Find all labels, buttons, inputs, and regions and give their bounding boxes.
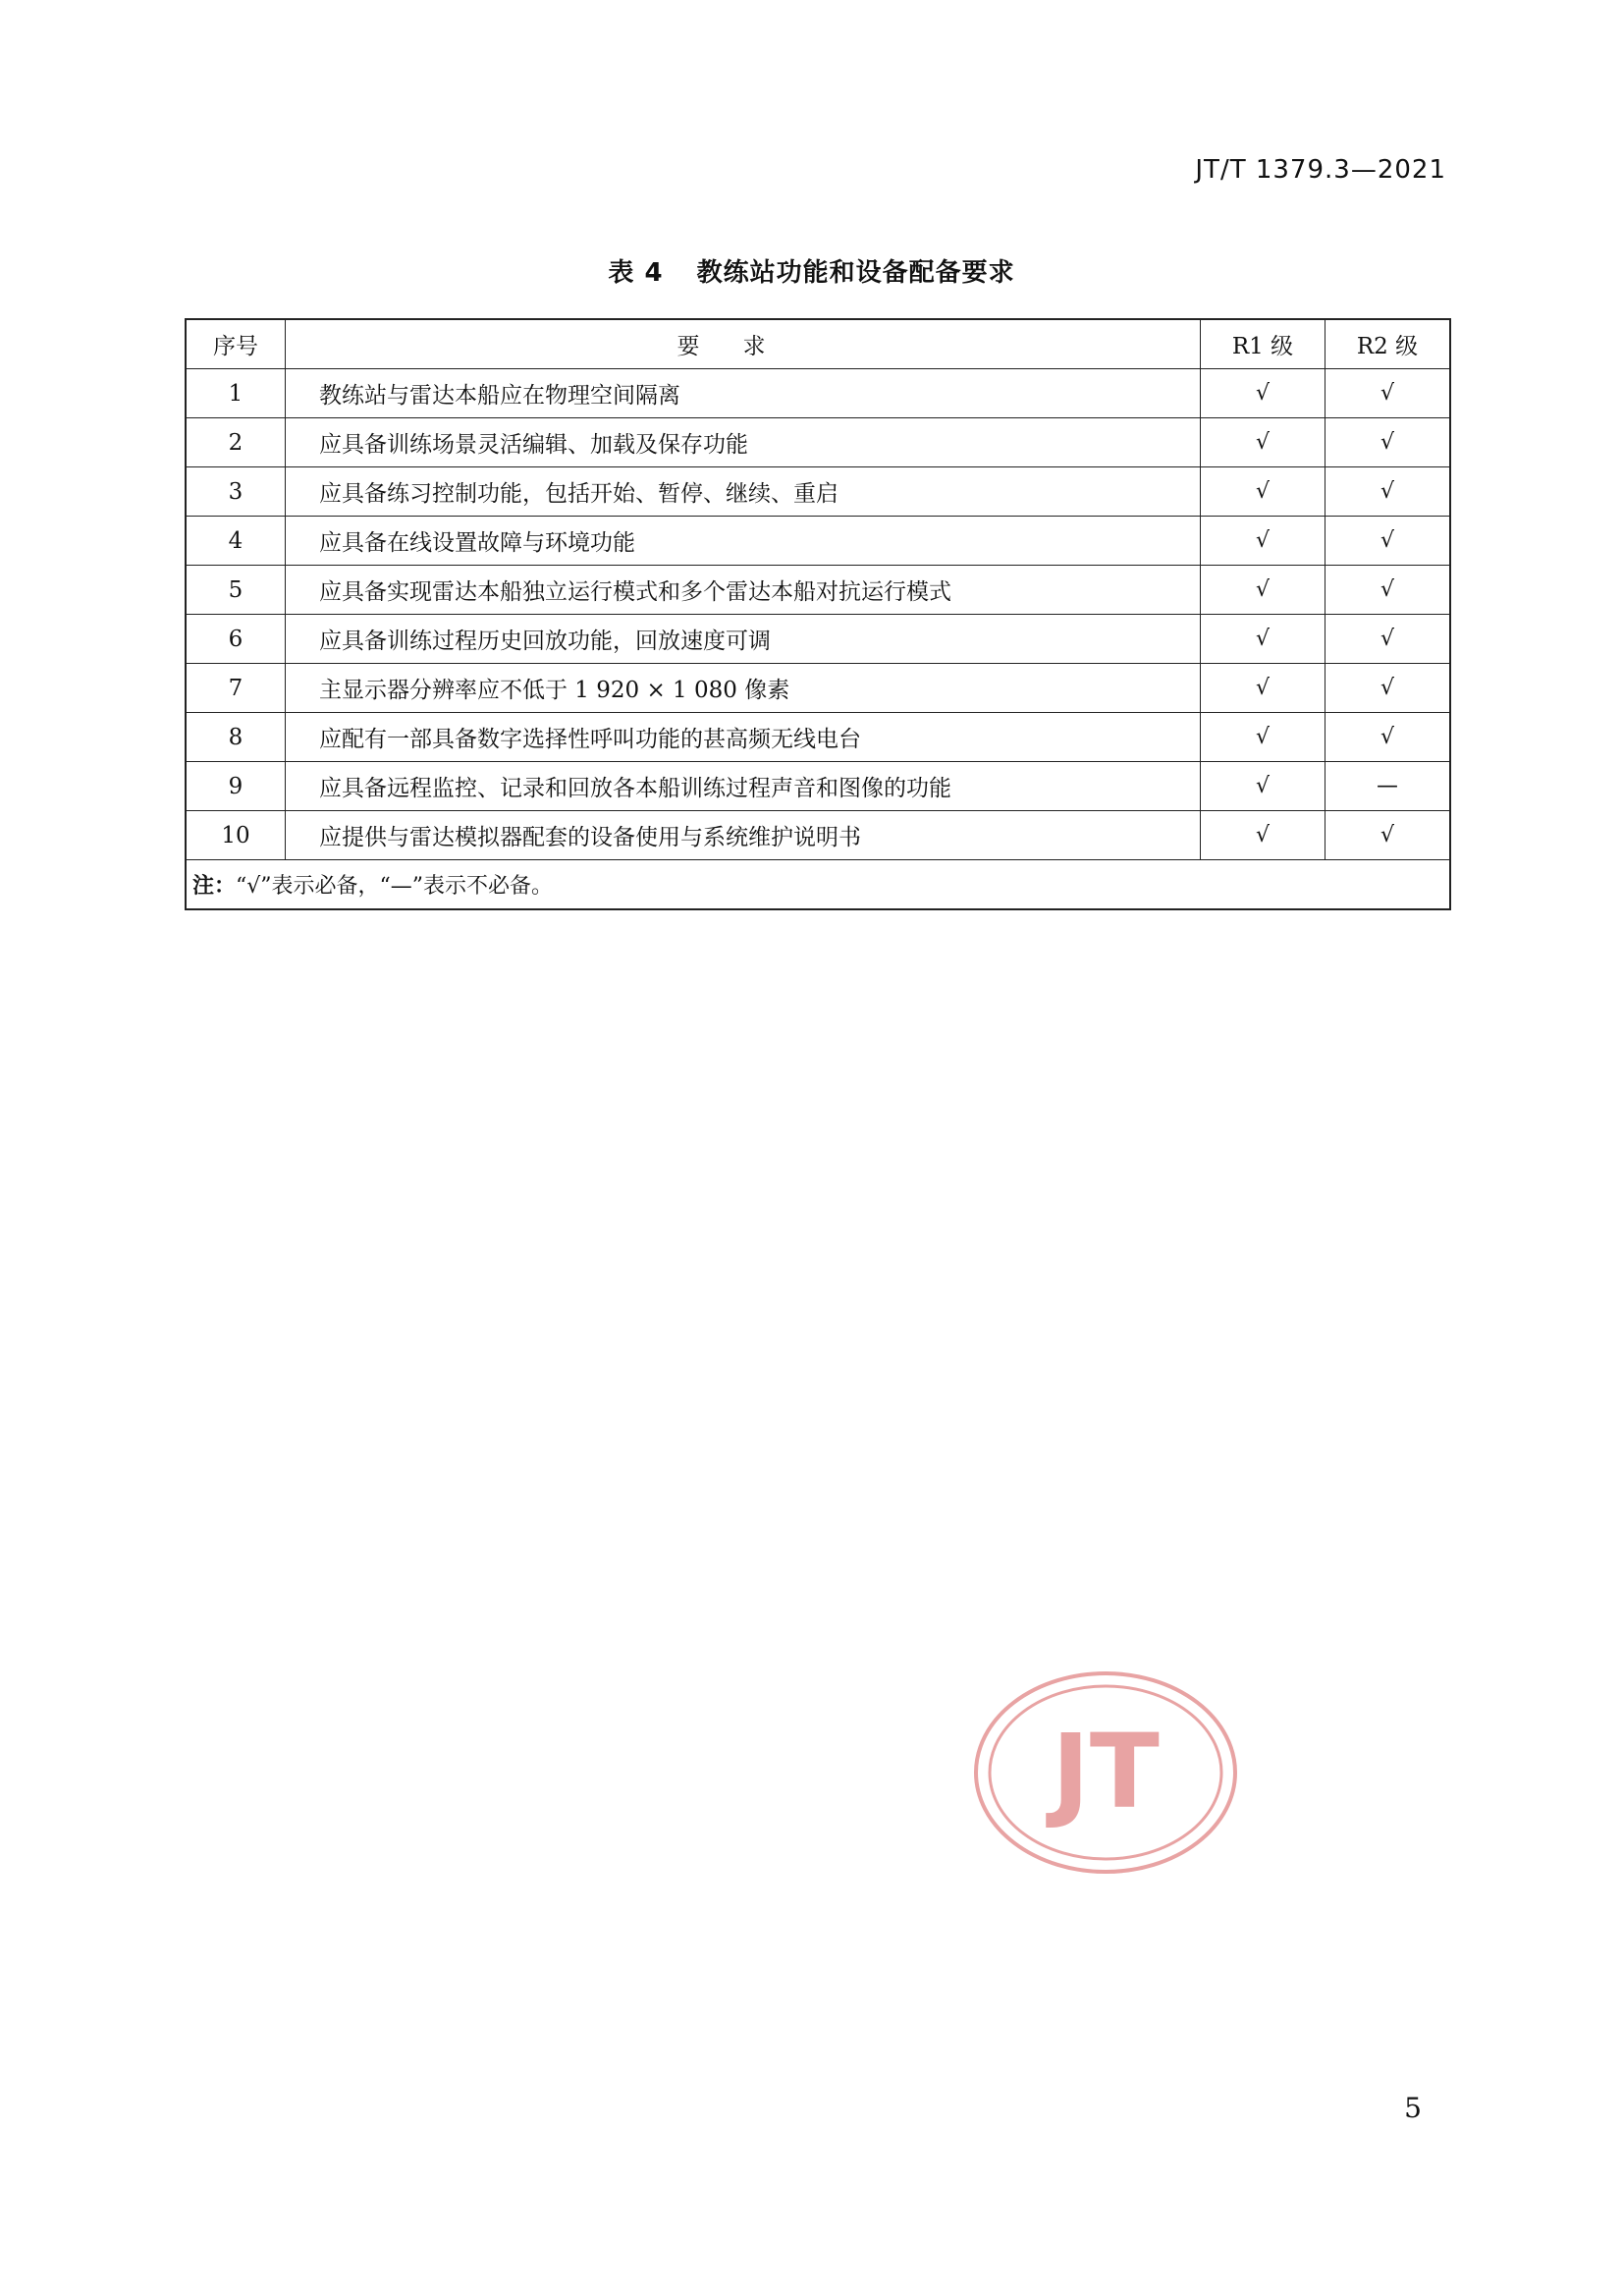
row-seq: 1 [186, 369, 286, 418]
row-r1-mark: √ [1201, 467, 1325, 517]
row-r2-mark: √ [1325, 713, 1451, 762]
requirements-table [185, 318, 1451, 910]
row-r2-mark: √ [1325, 664, 1451, 713]
row-requirement: 应提供与雷达模拟器配套的设备使用与系统维护说明书 [286, 811, 1201, 860]
row-r2-mark: √ [1325, 418, 1451, 467]
row-requirement: 应具备训练过程历史回放功能，回放速度可调 [286, 615, 1201, 664]
table-row [186, 517, 1450, 566]
page-number: 5 [1404, 2092, 1422, 2124]
row-requirement: 主显示器分辨率应不低于 1 920 × 1 080 像素 [286, 664, 1201, 713]
row-requirement: 应具备在线设置故障与环境功能 [286, 517, 1201, 566]
table-header-row [186, 319, 1450, 369]
standard-number: JT/T 1379.3—2021 [1195, 155, 1446, 185]
row-r2-mark: √ [1325, 615, 1451, 664]
row-seq: 3 [186, 467, 286, 517]
note-text: “√”表示必备，“—”表示不必备。 [236, 874, 554, 899]
jt-stamp-watermark [972, 1669, 1239, 1876]
row-seq: 5 [186, 566, 286, 615]
table-title: 教练站功能和设备配备要求 [696, 258, 1015, 288]
table-row [186, 615, 1450, 664]
row-seq: 2 [186, 418, 286, 467]
table-row [186, 713, 1450, 762]
row-requirement: 教练站与雷达本船应在物理空间隔离 [286, 369, 1201, 418]
column-header-seq: 序号 [186, 319, 286, 369]
row-seq: 4 [186, 517, 286, 566]
table-row [186, 811, 1450, 860]
row-r2-mark: √ [1325, 467, 1451, 517]
row-seq: 9 [186, 762, 286, 811]
stamp-text: JT [1052, 1712, 1160, 1831]
table-note-row [186, 860, 1450, 910]
row-requirement: 应配有一部具备数字选择性呼叫功能的甚高频无线电台 [286, 713, 1201, 762]
table-row [186, 762, 1450, 811]
row-r2-mark: √ [1325, 369, 1451, 418]
row-r1-mark: √ [1201, 713, 1325, 762]
row-r2-mark: √ [1325, 566, 1451, 615]
column-header-requirement: 要求 [286, 319, 1201, 369]
row-seq: 6 [186, 615, 286, 664]
column-header-r2: R2 级 [1325, 319, 1451, 369]
row-requirement: 应具备训练场景灵活编辑、加载及保存功能 [286, 418, 1201, 467]
row-r1-mark: √ [1201, 566, 1325, 615]
row-seq: 10 [186, 811, 286, 860]
table-number: 表 4 [608, 258, 664, 288]
table-row [186, 566, 1450, 615]
table-row [186, 664, 1450, 713]
row-seq: 7 [186, 664, 286, 713]
table-note [186, 860, 1450, 910]
table-row [186, 369, 1450, 418]
row-r1-mark: √ [1201, 664, 1325, 713]
note-label: 注： [192, 874, 237, 899]
table-row [186, 418, 1450, 467]
row-r1-mark: √ [1201, 615, 1325, 664]
row-requirement: 应具备远程监控、记录和回放各本船训练过程声音和图像的功能 [286, 762, 1201, 811]
row-r1-mark: √ [1201, 369, 1325, 418]
row-seq: 8 [186, 713, 286, 762]
row-r1-mark: √ [1201, 418, 1325, 467]
row-r1-mark: √ [1201, 811, 1325, 860]
row-r1-mark: √ [1201, 517, 1325, 566]
row-r1-mark: √ [1201, 762, 1325, 811]
table-caption [0, 252, 1623, 289]
table-row [186, 467, 1450, 517]
row-r2-mark: √ [1325, 517, 1451, 566]
column-header-r1: R1 级 [1201, 319, 1325, 369]
row-requirement: 应具备实现雷达本船独立运行模式和多个雷达本船对抗运行模式 [286, 566, 1201, 615]
row-requirement: 应具备练习控制功能，包括开始、暂停、继续、重启 [286, 467, 1201, 517]
row-r2-mark: √ [1325, 811, 1451, 860]
row-r2-mark: — [1325, 762, 1451, 811]
